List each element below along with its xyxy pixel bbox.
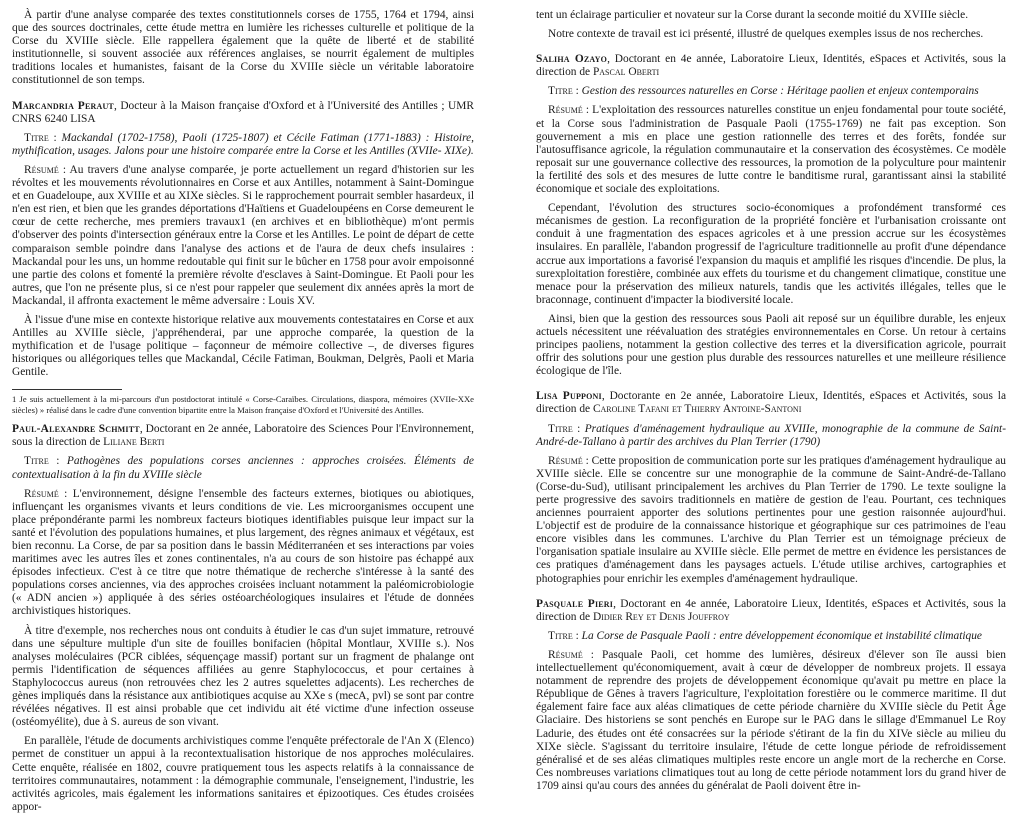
abstract-label: Résumé xyxy=(548,104,583,117)
abstract-text: Pasquale Paoli, cet homme des lumières, désireux d'élever son île aussi bien intellectuellement qu'économiquement, avait à cœur de développer de nombreux projets. Il essaya notamment de reprendre des projets de développement économique qu'avait pu mettre en place la République de Gênes à travers l'agriculture, l'exploitation forestière ou le commerce maritime. Il dut également faire face aux aléas climatiques de cette période charnière du XVIIIe siècle du Petit Âge Glaciaire. Des historiens se sont penchés en Europe sur le PAG dans le sillage d'Emmanuel Le Roy Ladurie, des études ont été consacrées sur la période s'étirant de la fin du XIVe siècle au milieu du XIXe siècle. S'agissant du territoire insulaire, l'étude de cette longue période de refroidissement généralisé et de ses aléas climatiques multiples reste encore un angle mort de la recherche en Corse. Ces nombreuses variations climatiques tout au long de cette période notamment lors du grand hiver de 1709 ainsi qu'au cours des années du généralat de Paoli doivent être in- xyxy=(536,648,1006,792)
author-name: Saliha Ozayo xyxy=(536,53,608,66)
abstract-label: Résumé xyxy=(24,487,59,500)
abstract-label: Résumé xyxy=(548,454,583,467)
author-affiliation: , Docteur à la Maison française d'Oxford et à l'Université des Antilles ; UMR CNRS 6240 LISA xyxy=(12,99,475,125)
author-affiliation: , Doctorant en 4e année, Laboratoire Lieux, Identités, eSpaces et Activités, sous la direction de xyxy=(536,597,1006,623)
author-name: Pasquale Pieri xyxy=(536,597,614,610)
abstract-label: Résumé xyxy=(548,648,583,661)
intro-paragraph: À partir d'une analyse comparée des textes constitutionnels corses de 1755, 1764 et 1794, ainsi que des sources doctrinales, cette étude mettra en lumière les richesses culturelle et politique de la Corse du XVIIIe siècle. Elle rappellera également que la quête de liberté et de stabilité institutionnelle, si souvent associée aux références anglaises, se nourrit également de multiples traditions locales et humanistes, faisant de la Corse du XVIIIe siècle un véritable laboratoire constitutionnel de son temps. xyxy=(12,9,474,87)
title-label: Titre xyxy=(548,85,573,98)
author-name: Paul-Alexandre Schmitt xyxy=(12,423,140,436)
title-line: Titre : Pratiques d'aménagement hydraulique au XVIIIe, monographie de la commune de Saint-André-de-Tallano à partir des archives du Plan Terrier (1790) xyxy=(536,422,1006,448)
title-text: Pathogènes des populations corses anciennes : approches croisées. Éléments de contextualisation à la fin du XVIIIe siècle xyxy=(12,455,474,481)
context-paragraph: Notre contexte de travail est ici présenté, illustré de quelques exemples issus de nos recherches. xyxy=(548,28,984,41)
title-label: Titre xyxy=(24,131,49,144)
author-line xyxy=(536,390,1006,416)
entry-schmitt xyxy=(12,423,474,814)
entry-pieri xyxy=(536,598,1006,793)
director-name: Caroline Tafani et Thierry Antoine-Santoni xyxy=(592,403,802,416)
title-label: Titre xyxy=(24,455,49,468)
continued-paragraph: tent un éclairage particulier et novateur sur la Corse durant la seconde moitié du XVIIIe siècle. xyxy=(536,9,969,21)
author-name: Marcandria Peraut xyxy=(12,99,114,112)
body-paragraph: À l'issue d'une mise en contexte historique relative aux mouvements contestataires en Corse et aux Antilles au XVIIIe siècle, j'appréhenderai, par une approche comparée, la question de la mythification et de l'usage politique – façonneur de mémoire collective –, de diverses figures historiques ou allégoriques telles que Mackandal, Cécile Fatiman, Boukman, Delgrès, Paoli et Maria Gentile. xyxy=(12,313,474,379)
entry-ozayo xyxy=(536,53,1006,378)
abstract-text: Au travers d'une analyse comparée, je porte actuellement un regard d'historien sur les révoltes et les mouvements révolutionnaires en Corse et aux Antilles, notamment à Saint-Domingue et en Guadeloupe, aux XVIIIe et au XIXe siècles. Si le rapprochement pourrait sembler hasardeux, il n'en est rien, et bien que les grandes déportations d'Haïtiens et Guadeloupéens en Corse demeurent le cœur de cette recherche, mes premiers travaux1 (en archives et en bibliothèque) m'ont permis d'observer des points d'intersection généraux entre la Corse et les Antilles. Le point de départ de cette comparaison semble poindre dans l'analyse des actions et de l'aura de deux chefs insulaires : Mackandal pour les uns, un homme redoutable qui finit sur le bûcher en 1758 pour avoir empoisonné une partie des colons et fomenté la première révolte d'esclaves à Saint-Domingue. Et Paoli pour les autres, que l'on ne présente plus, si ce n'est pour rappeler que seulement dix années après la mort de Mackandal, il affronta exactement le même adversaire : Louis XV. xyxy=(12,163,474,307)
body-paragraph: Cependant, l'évolution des structures socio-économiques a profondément transformé ces mécanismes de gestion. La reconfiguration de la propriété foncière et l'urbanisation croissante ont conduit à une fragmentation des espaces agricoles et à une pression accrue sur les écosystèmes insulaires. En parallèle, l'abandon progressif de l'agriculture traditionnelle au profit d'une dépendance accrue aux importations a favorisé l'expansion du maquis et amplifié les risques d'incendie. De plus, la surexploitation forestière, combinée aux effets du tourisme et du changement climatique, constitue une menace pour la préservation des milieux naturels, tandis que les activités illégales, telles que le braconnage, continuent d'impacter la biodiversité locale. xyxy=(536,202,1006,306)
title-line: Titre : La Corse de Pasquale Paoli : entre développement économique et instabilité climatique xyxy=(548,629,982,642)
title-label: Titre xyxy=(548,629,573,642)
author-line xyxy=(536,598,1006,624)
title-text: Pratiques d'aménagement hydraulique au XVIIIe, monographie de la commune de Saint-André-de-Tallano à partir des archives du Plan Terrier (1790) xyxy=(536,422,1006,448)
director-name: Liliane Berti xyxy=(103,436,165,449)
abstract-text: L'exploitation des ressources naturelles constitue un enjeu fondamental pour toute société, et la Corse sous l'administration de Pasquale Paoli (1755-1769) ne fait pas exception. Son gouvernement a mis en place une gestion rationnelle des terres et des forêts, fondée sur l'autosuffisance agricole, la régulation communautaire et la conservation des écosystèmes. Ce modèle reposait sur une gouvernance collective des ressources, la promotion de la polyculture pour maintenir la fertilité des sols et des mesures de lutte contre le banditisme rural, garantissant ainsi la stabilité économique et sociale des exploitations. xyxy=(536,104,1006,196)
left-page xyxy=(0,0,486,820)
author-affiliation: , Doctorante en 2e année, Laboratoire Lieux, Identités, eSpaces et Activités, sous la direction de xyxy=(536,390,1006,416)
footnote: 1 Je suis actuellement à la mi-parcours d'un postdoctorat intitulé « Corse-Caraïbes. Circulations, diaspora, mémoires (XVIIe-XXe siècles) » réalisé dans le cadre d'une convention bipartite entre la Maison française d'Oxford et l'Université des Antilles. xyxy=(12,394,474,415)
abstract-paragraph: Résumé : L'environnement, désigne l'ensemble des facteurs externes, biotiques ou abiotiques, influençant les organismes vivants et leurs conditions de vie. Les microorganismes occupent une place prépondérante parmi les nombreux facteurs biotiques identifiables puisque leur impact sur la santé et l'évolution des populations humaines, et plus largement, des règnes animaux et végétaux, est bien reconnu. La Corse, de par sa position dans le bassin Méditerranéen et ses interactions par voies maritimes avec les autres îles et zones continentales, n'a au cours de son histoire pas échappé aux épisodes infectieux. C'est à ce titre que notre thématique de recherche s'intéresse à la santé des populations corses anciennes, via des approches croisées incluant notamment la paléomicrobiologie (« ADN ancien ») appliquée à des séries ostéoarchéologiques insulaires et l'étude de données archivistiques historiques. xyxy=(12,487,474,618)
director-name: Pascal Oberti xyxy=(592,66,660,79)
body-paragraph: Ainsi, bien que la gestion des ressources sous Paoli ait reposé sur un équilibre durable, les enjeux actuels nécessitent une réévaluation des stratégies environnementales en Corse. Un retour à certains principes paoliens, notamment la gestion collective des terres et la diversification agricole, pourrait offrir des solutions pour une gestion plus durable des ressources naturelles et une meilleure résilience écologique de l'île. xyxy=(536,312,1006,378)
director-name: Didier Rey et Denis Jouffroy xyxy=(592,610,730,623)
right-page xyxy=(503,0,1024,799)
title-line: Titre : Pathogènes des populations corses anciennes : approches croisées. Éléments de contextualisation à la fin du XVIIIe siècle xyxy=(12,455,474,481)
author-affiliation: , Doctorant en 4e année, Laboratoire Lieux, Identités, eSpaces et Activités, sous la direction de xyxy=(536,53,1006,79)
abstract-text: L'environnement, désigne l'ensemble des facteurs externes, biotiques ou abiotiques, influençant les organismes vivants et leurs conditions de vie. Les microorganismes occupent une place prépondérante parmi les nombreux facteurs biotiques identifiables puisque leur impact sur la santé et l'évolution des populations humaines, et plus largement, des règnes animaux et végétaux, est bien reconnu. La Corse, de par sa position dans le bassin Méditerranéen et ses interactions par voies maritimes avec les autres îles et zones continentales, n'a au cours de son histoire pas échappé aux épisodes infectieux. C'est à ce titre que notre thématique de recherche s'intéresse à la santé des populations corses anciennes, via des approches croisées incluant notamment la paléomicrobiologie (« ADN ancien ») appliquée à des séries ostéoarchéologiques insulaires et l'étude de données archivistiques historiques. xyxy=(12,487,474,618)
abstract-paragraph: Résumé : Au travers d'une analyse comparée, je porte actuellement un regard d'historien sur les révoltes et les mouvements révolutionnaires en Corse et aux Antilles, notamment à Saint-Domingue et en Guadeloupe, aux XVIIIe et au XIXe siècles. Si le rapprochement pourrait sembler hasardeux, il n'en est rien, et bien que les grandes déportations d'Haïtiens et Guadeloupéens en Corse demeurent le cœur de cette recherche, mes premiers travaux1 (en archives et en bibliothèque) m'ont permis d'observer des points d'intersection généraux entre la Corse et les Antilles. Le point de départ de cette comparaison semble poindre dans l'analyse des actions et de l'aura de deux chefs insulaires : Mackandal pour les uns, un homme redoutable qui finit sur le bûcher en 1758 pour avoir empoisonné une partie des colons et fomenté la première révolte d'esclaves à Saint-Domingue. Et Paoli pour les autres, que l'on ne présente plus, si ce n'est pour rappeler que seulement dix années après la mort de Mackandal, il affronta exactement le même adversaire : Louis XV. xyxy=(12,163,474,307)
title-label: Titre xyxy=(548,422,573,435)
author-affiliation: , Doctorant en 2e année, Laboratoire des Sciences Pour l'Environnement, sous la direction de xyxy=(12,423,474,449)
abstract-paragraph: Résumé : Pasquale Paoli, cet homme des lumières, désireux d'élever son île aussi bien intellectuellement qu'économiquement, avait à cœur de développer de nombreux projets. Il essaya notamment de reprendre des projets de développement économique qu'avait pu mettre en place la République de Gênes à travers l'agriculture, l'exploitation forestière ou le commerce maritime. Il dut également faire face aux aléas climatiques de cette période charnière du XVIIIe siècle du Petit Âge Glaciaire. Des historiens se sont penchés en Europe sur le PAG dans le sillage d'Emmanuel Le Roy Ladurie, des études ont été consacrées sur la période s'étirant de la fin du XIVe siècle au milieu du XIXe siècle. S'agissant du territoire insulaire, l'étude de cette longue période de refroidissement généralisé et de ses aléas climatiques multiples reste encore un angle mort de la recherche en Corse. Ces nombreuses variations climatiques tout au long de cette période notamment lors du grand hiver de 1709 ainsi qu'au cours des années du généralat de Paoli doivent être in- xyxy=(536,648,1006,792)
abstract-label: Résumé xyxy=(24,163,59,176)
author-name: Lisa Pupponi xyxy=(536,390,602,403)
footnote-divider xyxy=(12,389,122,390)
author-line xyxy=(12,423,474,449)
title-text: La Corse de Pasquale Paoli : entre développement économique et instabilité climatique xyxy=(581,629,982,642)
author-line xyxy=(12,100,474,126)
entry-peraut xyxy=(12,100,474,380)
abstract-paragraph: Résumé : L'exploitation des ressources naturelles constitue un enjeu fondamental pour toute société, et la Corse sous l'administration de Pasquale Paoli (1755-1769) ne fait pas exception. Son gouvernement a mis en place une gestion rationnelle des terres et des forêts, fondée sur l'autosuffisance agricole, la régulation communautaire et la conservation des écosystèmes. Ce modèle reposait sur une gouvernance collective des ressources, la promotion de la polyculture pour maintenir la fertilité des sols et des mesures de lutte contre le banditisme rural, garantissant ainsi la stabilité économique et sociale des exploitations. xyxy=(536,104,1006,196)
entry-pupponi xyxy=(536,390,1006,585)
title-line: Titre : Mackandal (1702-1758), Paoli (1725-1807) et Cécile Fatiman (1771-1883) : Histoire, mythification, usages. Jalons pour une histoire comparée entre la Corse et les Antilles (XVIIe- XIXe). xyxy=(12,131,474,157)
title-line: Titre : Gestion des ressources naturelles en Corse : Héritage paolien et enjeux contemporains xyxy=(548,85,979,98)
title-text: Mackandal (1702-1758), Paoli (1725-1807) et Cécile Fatiman (1771-1883) : Histoire, mythification, usages. Jalons pour une histoire comparée entre la Corse et les Antilles (XVIIe- XIXe). xyxy=(12,131,474,157)
abstract-paragraph: Résumé : Cette proposition de communication porte sur les pratiques d'aménagement hydraulique au XVIIIe siècle. Elle se concentre sur une monographie de la commune de Saint-André-de-Tallano (Corse-du-Sud), utilisant principalement les archives du Plan Terrier de 1790. Le texte souligne la perte progressive des savoirs traditionnels en matière de gestion de l'eau. Pourtant, ces techniques anciennes pourraient apporter des solutions pertinentes pour une gestion raisonnée aujourd'hui. L'objectif est de produire de la connaissance historique et géographique sur ces patrimoines de l'eau encore visibles dans les communes. L'archive du Plan Terrier est un témoignage précieux de l'organisation spatiale insulaire au XVIIIe siècle. Elle permet de mettre en évidence les persistances de ces pratiques d'aménagement dans les paysages actuels. L'étude utilise archives, cartographies et photographies pour enrichir les exemples d'aménagement hydraulique. xyxy=(536,454,1006,585)
abstract-text: Cette proposition de communication porte sur les pratiques d'aménagement hydraulique au XVIIIe siècle. Elle se concentre sur une monographie de la commune de Saint-André-de-Tallano (Corse-du-Sud), utilisant principalement les archives du Plan Terrier de 1790. Le texte souligne la perte progressive des savoirs traditionnels en matière de gestion de l'eau. Pourtant, ces techniques anciennes pourraient apporter des solutions pertinentes pour une gestion raisonnée aujourd'hui. L'objectif est de produire de la connaissance historique et géographique sur ces patrimoines de l'eau encore visibles dans les communes. L'archive du Plan Terrier est un témoignage précieux de l'organisation spatiale insulaire au XVIIIe siècle. Elle permet de mettre en évidence les persistances de ces pratiques d'aménagement dans les paysages actuels. L'étude utilise archives, cartographies et photographies pour enrichir les exemples d'aménagement hydraulique. xyxy=(536,454,1006,585)
author-line xyxy=(536,53,1006,79)
body-paragraph: En parallèle, l'étude de documents archivistiques comme l'enquête préfectorale de l'An X (Elenco) permet de constituer un appui à la recontextualisation historique de nos approches moléculaires. Cette enquête, réalisée en 1802, couvre pratiquement tous les aspects relatifs à la connaissance de territoires communautaires, notamment : la démographie communale, l'enseignement, l'industrie, les activités agricoles, mais également les informations sanitaires et épizootiques. Ces études croisées appor- xyxy=(12,735,474,813)
body-paragraph: À titre d'exemple, nos recherches nous ont conduits à étudier le cas d'un sujet immature, retrouvé dans une sépulture multiple d'un site de fouilles bonifacien (hôpital Montlaur, XVIIIe s.). Nos analyses moléculaires (PCR ciblées, séquençage massif) portant sur un fragment de phalange ont permis l'identification de séquences affiliées au genre Staphylococcus, et pour certaines à Staphylococcus aureus (non retrouvées chez les 2 autres squelettes adjacents). Les recherches de gènes impliqués dans la résistance aux antibiotiques acquise au XXe s (mecA, pvl) se sont par contre révélées négatives. Il est ainsi probable que cet individu ait été victime d'une infection osseuse (ostéomyélite), due à S. aureus de son vivant. xyxy=(12,624,474,729)
title-text: Gestion des ressources naturelles en Corse : Héritage paolien et enjeux contemporains xyxy=(581,85,979,98)
